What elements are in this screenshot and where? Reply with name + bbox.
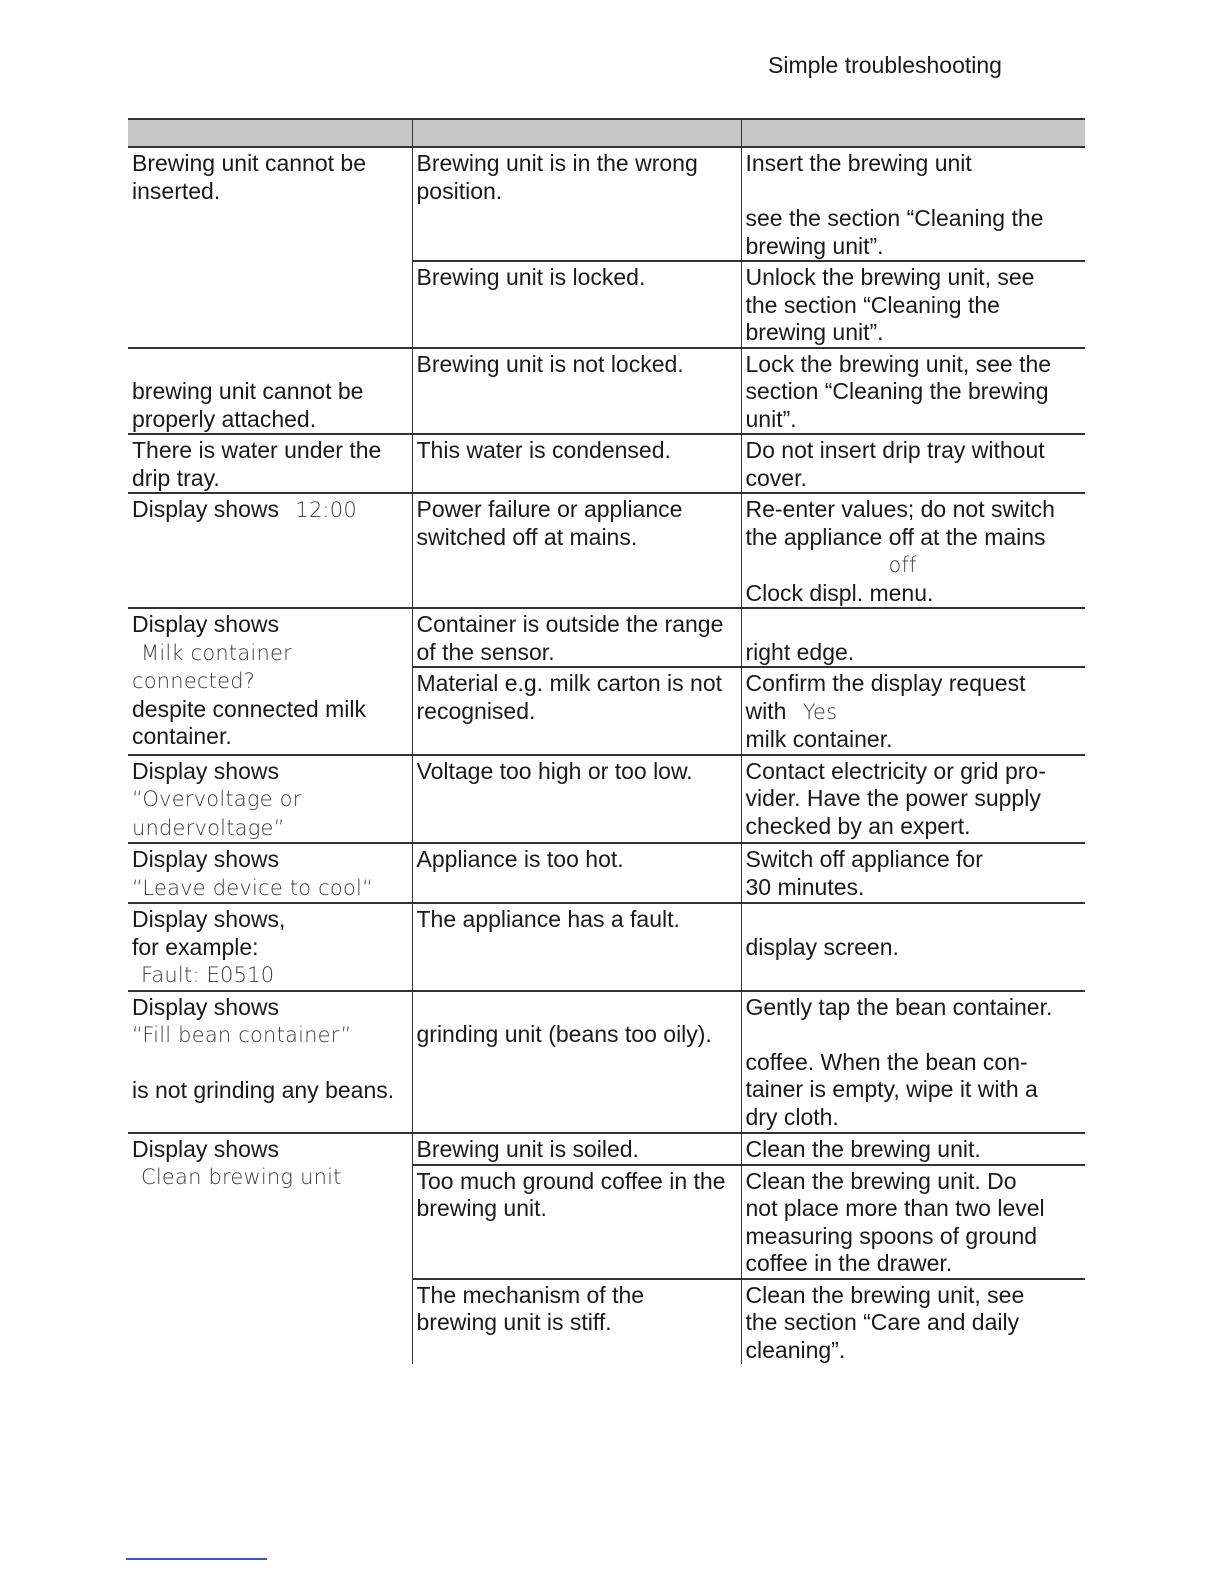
table-row <box>128 1133 1085 1165</box>
cause-cell: Appliance is too hot. <box>412 843 741 903</box>
header-cell-cause <box>412 119 741 147</box>
table-row <box>128 348 1085 435</box>
table-header-row <box>128 119 1085 147</box>
problem-cell: Display shows, for example: Fault: E0510 <box>128 903 412 991</box>
remedy-cell: Do not insert drip tray without cover. <box>741 434 1085 493</box>
problem-cell: Display shows “Leave device to cool“ <box>128 843 412 903</box>
header-cell-problem <box>128 119 412 147</box>
display-text: Milk container <box>141 640 292 665</box>
remedy-cell: Clean the brewing unit. Do not place more than two level measuring spoons of ground coffee in the drawer. <box>741 1165 1085 1279</box>
remedy-cell: Lock the brewing unit, see the section “Cleaning the brewing unit”. <box>741 348 1085 435</box>
display-text: undervoltage” <box>132 815 285 840</box>
cause-cell: Brewing unit is in the wrong position. <box>412 147 741 261</box>
remedy-cell: Switch off appliance for 30 minutes. <box>741 843 1085 903</box>
problem-cell: Display shows Milk container connected? despite connected milk container. <box>128 608 412 755</box>
table-row <box>128 493 1085 608</box>
table-row <box>128 991 1085 1133</box>
display-text: off <box>888 553 917 577</box>
cause-cell: Container is outside the range of the sensor. <box>412 608 741 667</box>
display-text: connected? <box>132 669 256 693</box>
remedy-cell: right edge. <box>741 608 1085 667</box>
problem-cell: Brewing unit cannot be inserted. <box>128 147 412 348</box>
table-row <box>128 755 1085 844</box>
page-title: Simple troubleshooting <box>768 52 1002 78</box>
cause-cell: Power failure or appliance switched off at mains. <box>412 493 741 608</box>
troubleshooting-table <box>128 118 1085 1364</box>
remedy-cell: Gently tap the bean container. coffee. When the bean con- tainer is empty, wipe it with a dry cloth. <box>741 991 1085 1133</box>
problem-cell: Display shows “Overvoltage or undervoltage” <box>128 755 412 844</box>
display-text: 12:00 <box>295 498 357 522</box>
cause-cell: Brewing unit is locked. <box>412 261 741 348</box>
remedy-cell: Clean the brewing unit, see the section “Care and daily cleaning”. <box>741 1279 1085 1365</box>
table-row <box>128 608 1085 667</box>
footnote-divider <box>126 1558 267 1560</box>
remedy-cell: Confirm the display request with Yes milk container. <box>741 667 1085 755</box>
table-row <box>128 903 1085 991</box>
table-row <box>128 843 1085 903</box>
remedy-cell: Unlock the brewing unit, see the section “Cleaning the brewing unit”. <box>741 261 1085 348</box>
display-text: “Fill bean container” <box>132 1023 352 1047</box>
display-text: “Leave device to cool“ <box>132 875 374 900</box>
problem-cell: Display shows 12:00 <box>128 493 412 608</box>
display-text: Clean brewing unit <box>141 1165 342 1189</box>
display-text: “Overvoltage or <box>132 787 302 811</box>
remedy-cell: Insert the brewing unit see the section “Cleaning the brewing unit”. <box>741 147 1085 261</box>
display-text: Fault: E0510 <box>141 963 275 987</box>
cause-cell: This water is condensed. <box>412 434 741 493</box>
remedy-cell: display screen. <box>741 903 1085 991</box>
cause-cell: The mechanism of the brewing unit is stiff. <box>412 1279 741 1365</box>
table-row <box>128 434 1085 493</box>
cause-cell: Voltage too high or too low. <box>412 755 741 844</box>
remedy-cell: Contact electricity or grid pro- vider. Have the power supply checked by an expert. <box>741 755 1085 844</box>
cause-cell: Brewing unit is soiled. <box>412 1133 741 1165</box>
display-text: Yes <box>802 699 838 724</box>
remedy-cell: Re-enter values; do not switch the appliance off at the mains off Clock displ. menu. <box>741 493 1085 608</box>
cause-cell: Material e.g. milk carton is not recognised. <box>412 667 741 755</box>
problem-cell: brewing unit cannot be properly attached. <box>128 348 412 435</box>
cause-cell: Too much ground coffee in the brewing unit. <box>412 1165 741 1279</box>
cause-cell: grinding unit (beans too oily). <box>412 991 741 1133</box>
problem-cell: Display shows Clean brewing unit <box>128 1133 412 1365</box>
remedy-cell: Clean the brewing unit. <box>741 1133 1085 1165</box>
header-cell-remedy <box>741 119 1085 147</box>
cause-cell: The appliance has a fault. <box>412 903 741 991</box>
problem-cell: Display shows “Fill bean container” is not grinding any beans. <box>128 991 412 1133</box>
problem-cell: There is water under the drip tray. <box>128 434 412 493</box>
table-row <box>128 147 1085 261</box>
cause-cell: Brewing unit is not locked. <box>412 348 741 435</box>
